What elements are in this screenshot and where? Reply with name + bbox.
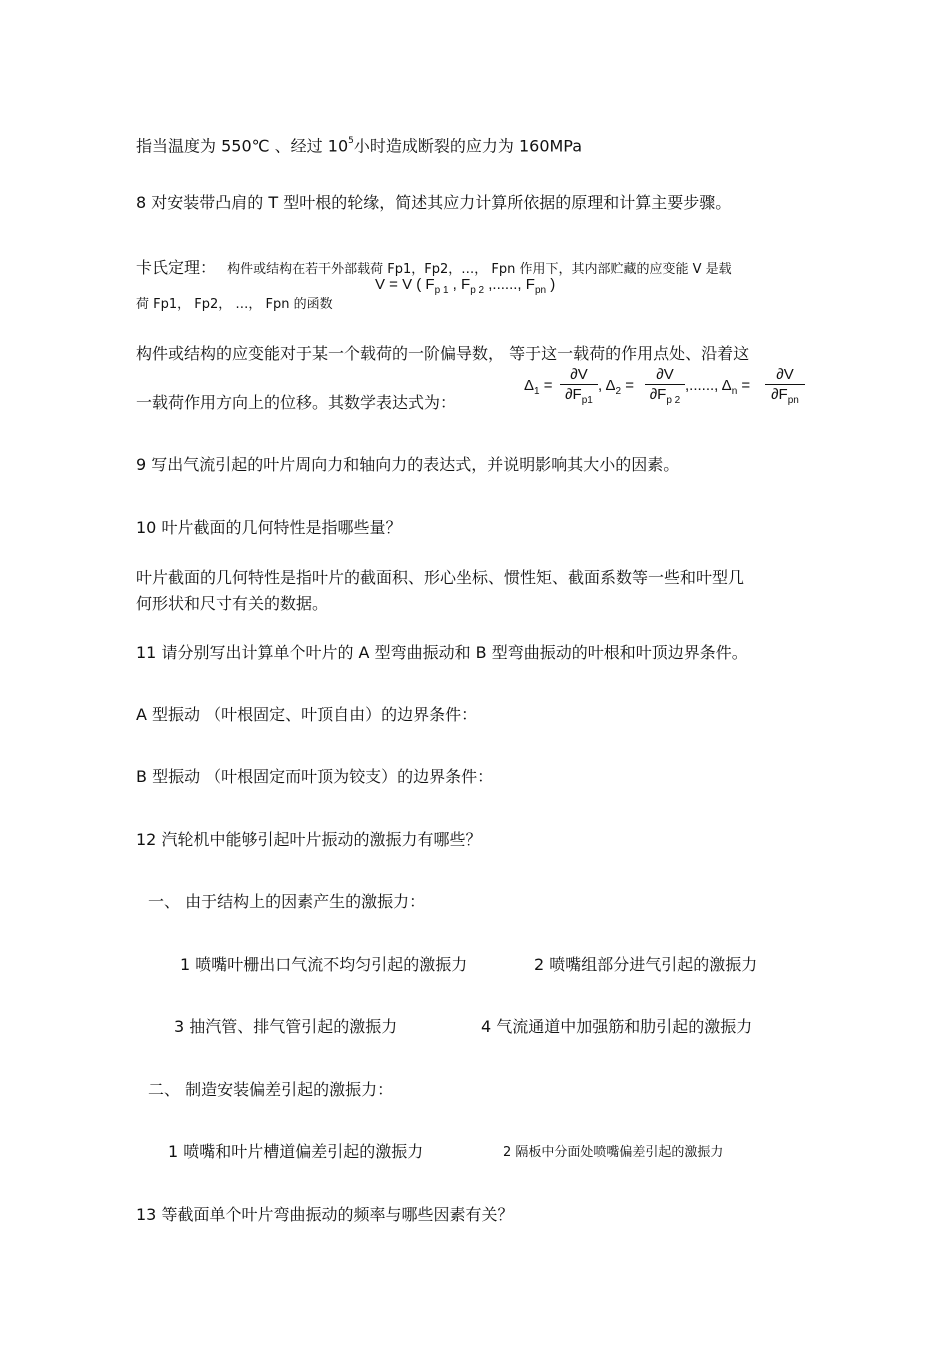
equals-3: =	[737, 377, 751, 394]
castigliano-text: 构件或结构在若干外部载荷 Fp1，Fp2，…， Fpn 作用下，其内部贮藏的应变能 V 是载	[227, 262, 732, 277]
item-4: 4 气流通道中加强筋和肋引起的激振力	[481, 1017, 753, 1036]
temperature-text-a: 指当温度为 550℃ 、经过 10	[136, 136, 349, 156]
question-12: 12 汽轮机中能够引起叶片振动的激振力有哪些？	[136, 830, 482, 849]
formula-v-lhs: V = V ( F	[375, 276, 435, 293]
fraction-3-den-sub: pn	[787, 395, 799, 406]
separator-2: ,......, Δ	[685, 377, 732, 394]
strain-energy-line-1: 构件或结构的应变能对于某一个载荷的一阶偏导数， 等于这一载荷的作用点处、沿着这	[136, 344, 750, 363]
question-10: 10 叶片截面的几何特性是指哪些量？	[136, 518, 402, 537]
delta-n	[685, 377, 751, 397]
delta-sub-n: n	[731, 386, 738, 397]
formula-v-sub3: pn	[534, 285, 547, 296]
fraction-3	[765, 366, 805, 407]
equals-2: =	[621, 377, 635, 394]
fraction-3-den-text: ∂F	[771, 386, 788, 403]
heading-manufacturing: 二、 制造安装偏差引起的激振力：	[148, 1080, 394, 1099]
temperature-text-b: 小时造成断裂的应力为 160MPa	[353, 136, 583, 156]
delta-sub-1: 1	[534, 386, 540, 397]
strain-energy-line-2: 一载荷作用方向上的位移。其数学表达式为：	[136, 393, 457, 412]
delta-symbol-1: Δ	[524, 377, 535, 394]
fraction-2-num: ∂V	[645, 366, 685, 385]
fraction-1-den-sub: p1	[581, 395, 593, 406]
fraction-2-den-sub: p 2	[666, 395, 681, 406]
formula-v	[375, 276, 556, 296]
item-3: 3 抽汽管、排气管引起的激振力	[174, 1017, 398, 1036]
item-j2: 2 隔板中分面处喷嘴偏差引起的激振力	[503, 1145, 724, 1160]
delta-2	[598, 377, 635, 397]
fraction-2-den	[645, 385, 685, 407]
delta-sub-2: 2	[615, 386, 622, 397]
question-13: 13 等截面单个叶片弯曲振动的频率与哪些因素有关？	[136, 1205, 514, 1224]
formula-v-sub2: p 2	[470, 285, 485, 296]
heading-structural: 一、 由于结构上的因素产生的激振力：	[148, 892, 426, 911]
exponent: 5	[348, 136, 354, 146]
question-8: 8 对安装带凸肩的 T 型叶根的轮缘，简述其应力计算所依据的原理和计算主要步骤。	[136, 193, 732, 212]
fraction-1	[560, 366, 598, 407]
answer-10-line-1: 叶片截面的几何特性是指叶片的截面积、形心坐标、惯性矩、截面系数等一些和叶型几	[136, 568, 745, 587]
equals-1: =	[539, 377, 553, 394]
answer-11-b: B 型振动 （叶根固定而叶顶为铰支）的边界条件：	[136, 767, 494, 786]
answer-10-line-2: 何形状和尺寸有关的数据。	[136, 594, 329, 613]
formula-v-mid1: , F	[448, 276, 471, 293]
formula-v-sub1: p 1	[434, 285, 449, 296]
item-1: 1 喷嘴叶栅出口气流不均匀引起的激振力	[180, 955, 468, 974]
fraction-1-den	[560, 385, 598, 407]
item-2: 2 喷嘴组部分进气引起的激振力	[534, 955, 758, 974]
fraction-1-den-text: ∂F	[565, 386, 582, 403]
temperature-line	[136, 133, 582, 156]
fraction-1-num: ∂V	[560, 366, 598, 385]
answer-11-a: A 型振动 （叶根固定、叶顶自由）的边界条件：	[136, 705, 478, 724]
fraction-3-num: ∂V	[765, 366, 805, 385]
question-9: 9 写出气流引起的叶片周向力和轴向力的表达式，并说明影响其大小的因素。	[136, 455, 680, 474]
formula-v-end: )	[546, 276, 556, 293]
castigliano-line-2: 荷 Fp1， Fp2， …， Fpn 的函数	[136, 297, 333, 312]
fraction-3-den	[765, 385, 805, 407]
fraction-2	[645, 366, 685, 407]
castigliano-label: 卡氏定理：	[136, 258, 217, 277]
question-11: 11 请分别写出计算单个叶片的 A 型弯曲振动和 B 型弯曲振动的叶根和叶顶边界条件。	[136, 643, 748, 662]
formula-v-mid2: ,......, F	[484, 276, 535, 293]
fraction-2-den-text: ∂F	[649, 386, 667, 403]
delta-1	[524, 377, 553, 397]
separator-1: , Δ	[598, 377, 616, 394]
item-j1: 1 喷嘴和叶片槽道偏差引起的激振力	[168, 1142, 424, 1161]
